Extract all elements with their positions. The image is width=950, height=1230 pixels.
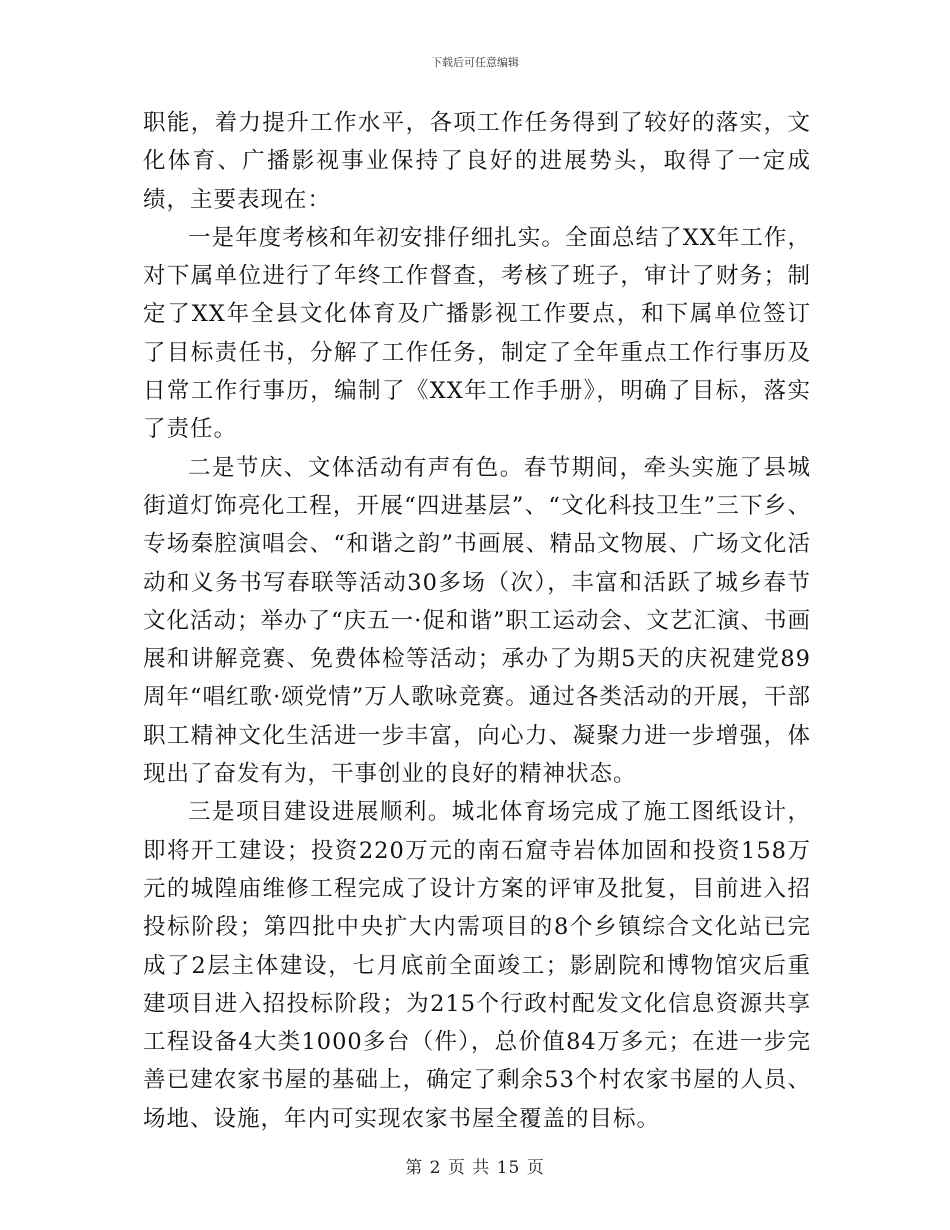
page-number-footer: 第 2 页 共 15 页 — [405, 1158, 545, 1178]
document-body — [143, 104, 811, 1138]
paragraph-intro-continuation: 职能，着力提升工作水平，各项工作任务得到了较好的落实，文化体育、广播影视事业保持了良好的进展势头，取得了一定成绩，主要表现在： — [143, 110, 811, 213]
paragraph-point-one: 一是年度考核和年初安排仔细扎实。全面总结了XX年工作，对下属单位进行了年终工作督查，考核了班子，审计了财务；制定了XX年全县文化体育及广播影视工作要点，和下属单位签订了目标责任书，分解了工作任务，制定了全年重点工作行事历及日常工作行事历，编制了《XX年工作手册》，明确了目标，落实了责任。 — [143, 224, 811, 443]
page-header-note: 下载后可任意编辑 — [431, 56, 519, 69]
paragraph-point-three: 三是项目建设进展顺利。城北体育场完成了施工图纸设计，即将开工建设；投资220万元的南石窟寺岩体加固和投资158万元的城隍庙维修工程完成了设计方案的评审及批复，目前进入招投标阶段；第四批中央扩大内需项目的8个乡镇综合文化站已完成了2层主体建设，七月底前全面竣工；影剧院和博物馆灾后重建项目进入招投标阶段；为215个行政村配发文化信息资源共享工程设备4大类1000多台（件），总价值84万多元；在进一步完善已建农家书屋的基础上，确定了剩余53个村农家书屋的人员、场地、设施，年内可实现农家书屋全覆盖的目标。 — [143, 799, 811, 1132]
paragraph-point-two: 二是节庆、文体活动有声有色。春节期间，牵头实施了县城街道灯饰亮化工程，开展“四进基层”、“文化科技卫生”三下乡、专场秦腔演唱会、“和谐之韵”书画展、精品文物展、广场文化活动和义务书写春联等活动30多场（次），丰富和活跃了城乡春节文化活动；举办了“庆五一·促和谐”职工运动会、文艺汇演、书画展和讲解竞赛、免费体检等活动；承办了为期5天的庆祝建党89周年“唱红歌·颂党情”万人歌咏竞赛。通过各类活动的开展，干部职工精神文化生活进一步丰富，向心力、凝聚力进一步增强，体现出了奋发有为，干事创业的良好的精神状态。 — [143, 454, 811, 788]
